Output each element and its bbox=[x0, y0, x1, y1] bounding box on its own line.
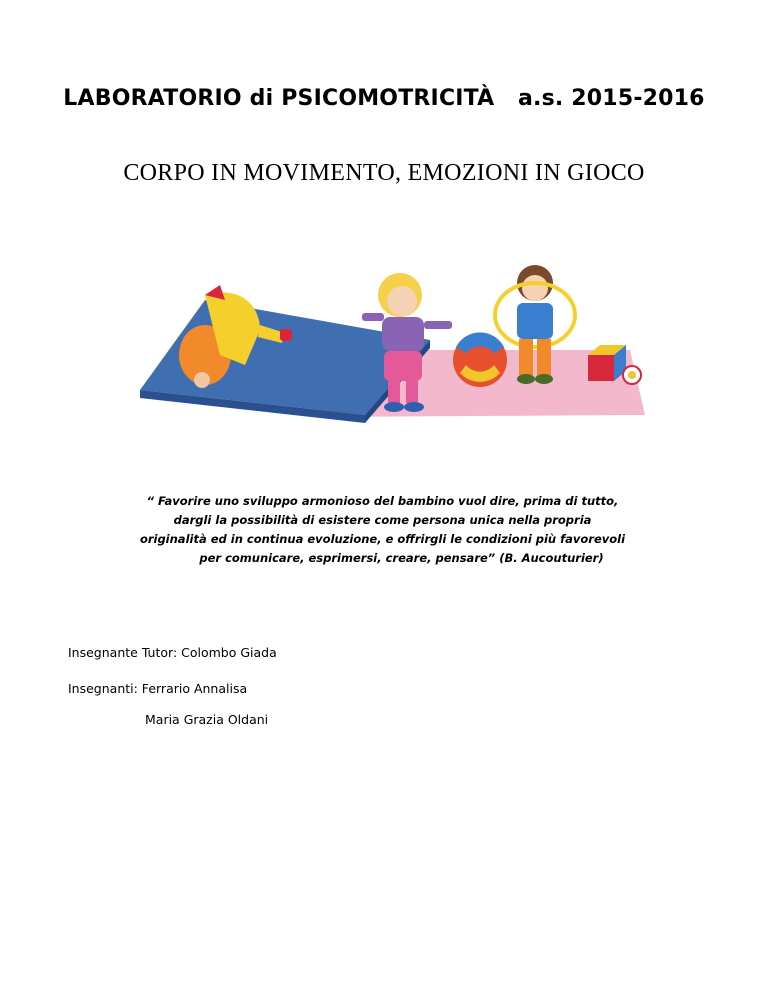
page-title: LABORATORIO di PSICOMOTRICITÀ a.s. 2015-2016 bbox=[63, 86, 705, 111]
quote-line: dargli la possibilità di esistere come persona unica nella propria bbox=[173, 513, 592, 527]
page-subtitle: CORPO IN MOVIMENTO, EMOZIONI IN GIOCO bbox=[123, 160, 645, 186]
children-playing-illustration bbox=[110, 255, 655, 430]
teachers-line: Insegnanti: Ferrario Annalisa bbox=[68, 681, 248, 696]
tutor-teacher: Insegnante Tutor: Colombo Giada bbox=[68, 645, 277, 660]
quote-line: originalità ed in continua evoluzione, e offrirgli le condizioni più favorevoli bbox=[139, 532, 626, 546]
teacher-name: Maria Grazia Oldani bbox=[145, 712, 269, 727]
quote-line: per comunicare, esprimersi, creare, pensare” (B. Aucouturier) bbox=[199, 551, 604, 565]
quote-block bbox=[130, 492, 635, 568]
quote-line: “ Favorire uno sviluppo armonioso del bambino vuol dire, prima di tutto, bbox=[146, 494, 619, 508]
